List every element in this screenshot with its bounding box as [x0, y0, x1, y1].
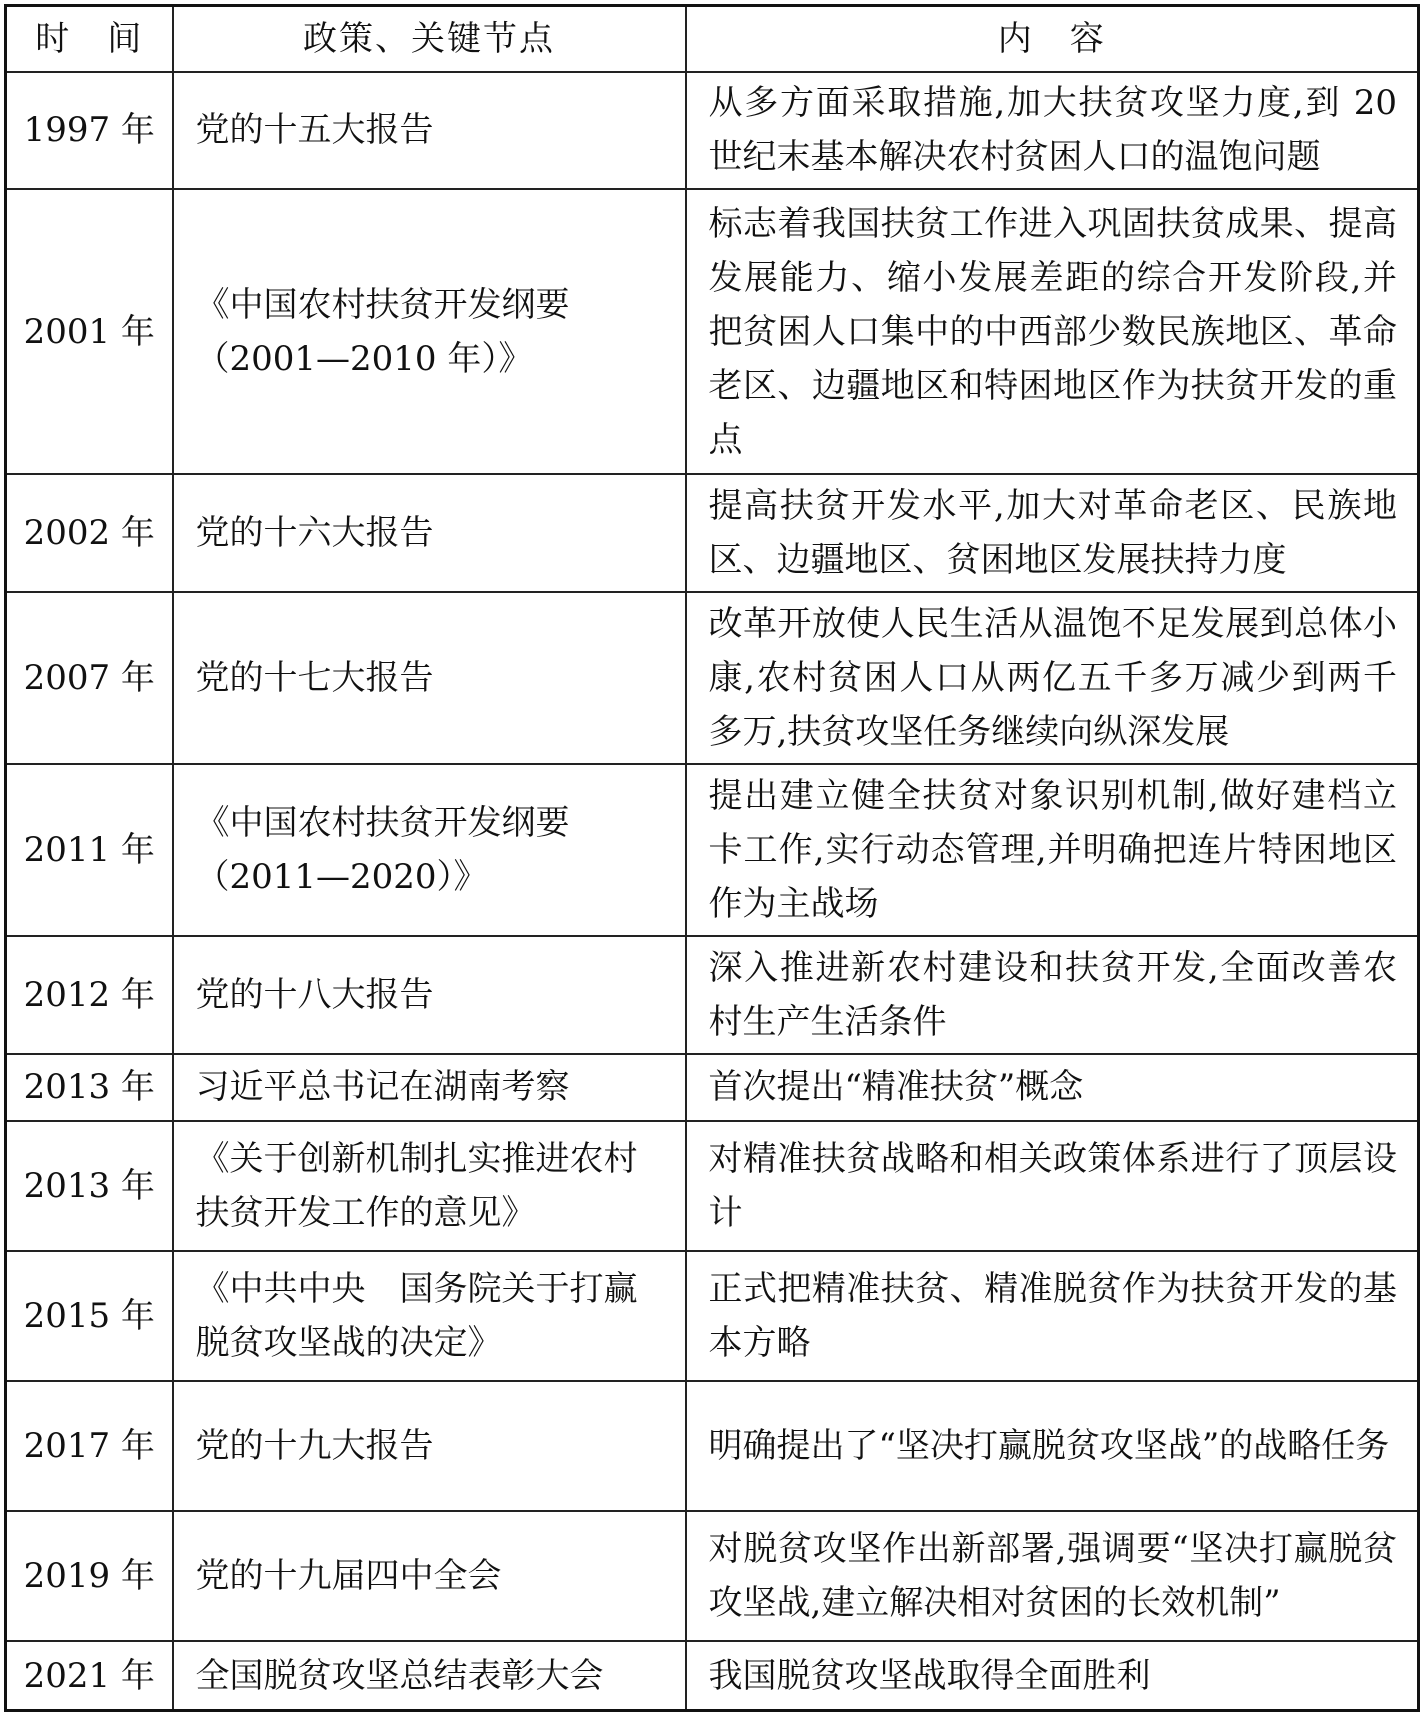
row-content: 明确提出了“坚决打赢脱贫攻坚战”的战略任务: [686, 1381, 1419, 1511]
row-policy: 《中国农村扶贫开发纲要（2001—2010 年）》: [173, 189, 686, 474]
row-year: 2013 年: [6, 1054, 173, 1121]
row-content: 提高扶贫开发水平,加大对革命老区、民族地区、边疆地区、贫困地区发展扶持力度: [686, 474, 1419, 592]
row-year: 2015 年: [6, 1251, 173, 1381]
row-content: 标志着我国扶贫工作进入巩固扶贫成果、提高发展能力、缩小发展差距的综合开发阶段,并把贫困人口集中的中西部少数民族地区、革命老区、边疆地区和特困地区作为扶贫开发的重点: [686, 189, 1419, 474]
row-year: 2011 年: [6, 764, 173, 936]
row-year: 2007 年: [6, 592, 173, 764]
header-content: 内 容: [686, 6, 1419, 72]
row-year: 2013 年: [6, 1121, 173, 1251]
row-year: 2012 年: [6, 936, 173, 1054]
table-header-row: [6, 6, 1419, 72]
table-row: [6, 1381, 1419, 1511]
table-row: [6, 1251, 1419, 1381]
row-policy: 《关于创新机制扎实推进农村扶贫开发工作的意见》: [173, 1121, 686, 1251]
table-row: [6, 72, 1419, 190]
row-policy: 党的十八大报告: [173, 936, 686, 1054]
row-year: 2002 年: [6, 474, 173, 592]
row-content: 我国脱贫攻坚战取得全面胜利: [686, 1641, 1419, 1710]
table-row: [6, 1121, 1419, 1251]
row-year: 1997 年: [6, 72, 173, 190]
table-row: [6, 1511, 1419, 1641]
row-year: 2017 年: [6, 1381, 173, 1511]
row-content: 深入推进新农村建设和扶贫开发,全面改善农村生产生活条件: [686, 936, 1419, 1054]
table-row: [6, 764, 1419, 936]
row-policy: 党的十六大报告: [173, 474, 686, 592]
header-policy: 政策、关键节点: [173, 6, 686, 72]
table-row: [6, 1641, 1419, 1710]
row-content: 对精准扶贫战略和相关政策体系进行了顶层设计: [686, 1121, 1419, 1251]
table-row: [6, 592, 1419, 764]
row-content: 提出建立健全扶贫对象识别机制,做好建档立卡工作,实行动态管理,并明确把连片特困地区作为主战场: [686, 764, 1419, 936]
row-policy: 《中国农村扶贫开发纲要（2011—2020）》: [173, 764, 686, 936]
row-policy: 《中共中央 国务院关于打赢脱贫攻坚战的决定》: [173, 1251, 686, 1381]
row-content: 对脱贫攻坚作出新部署,强调要“坚决打赢脱贫攻坚战,建立解决相对贫困的长效机制”: [686, 1511, 1419, 1641]
row-content: 从多方面采取措施,加大扶贫攻坚力度,到 20 世纪末基本解决农村贫困人口的温饱问题: [686, 72, 1419, 190]
row-content: 首次提出“精准扶贫”概念: [686, 1054, 1419, 1121]
row-policy: 党的十七大报告: [173, 592, 686, 764]
row-policy: 全国脱贫攻坚总结表彰大会: [173, 1641, 686, 1710]
row-year: 2021 年: [6, 1641, 173, 1710]
row-year: 2001 年: [6, 189, 173, 474]
table-row: [6, 1054, 1419, 1121]
table-row: [6, 474, 1419, 592]
row-policy: 党的十九大报告: [173, 1381, 686, 1511]
header-time: 时 间: [6, 6, 173, 72]
row-policy: 党的十五大报告: [173, 72, 686, 190]
row-year: 2019 年: [6, 1511, 173, 1641]
row-content: 改革开放使人民生活从温饱不足发展到总体小康,农村贫困人口从两亿五千多万减少到两千多万,扶贫攻坚任务继续向纵深发展: [686, 592, 1419, 764]
table-row: [6, 936, 1419, 1054]
row-content: 正式把精准扶贫、精准脱贫作为扶贫开发的基本方略: [686, 1251, 1419, 1381]
row-policy: 习近平总书记在湖南考察: [173, 1054, 686, 1121]
poverty-policy-table: [4, 4, 1420, 1712]
row-policy: 党的十九届四中全会: [173, 1511, 686, 1641]
table-row: [6, 189, 1419, 474]
